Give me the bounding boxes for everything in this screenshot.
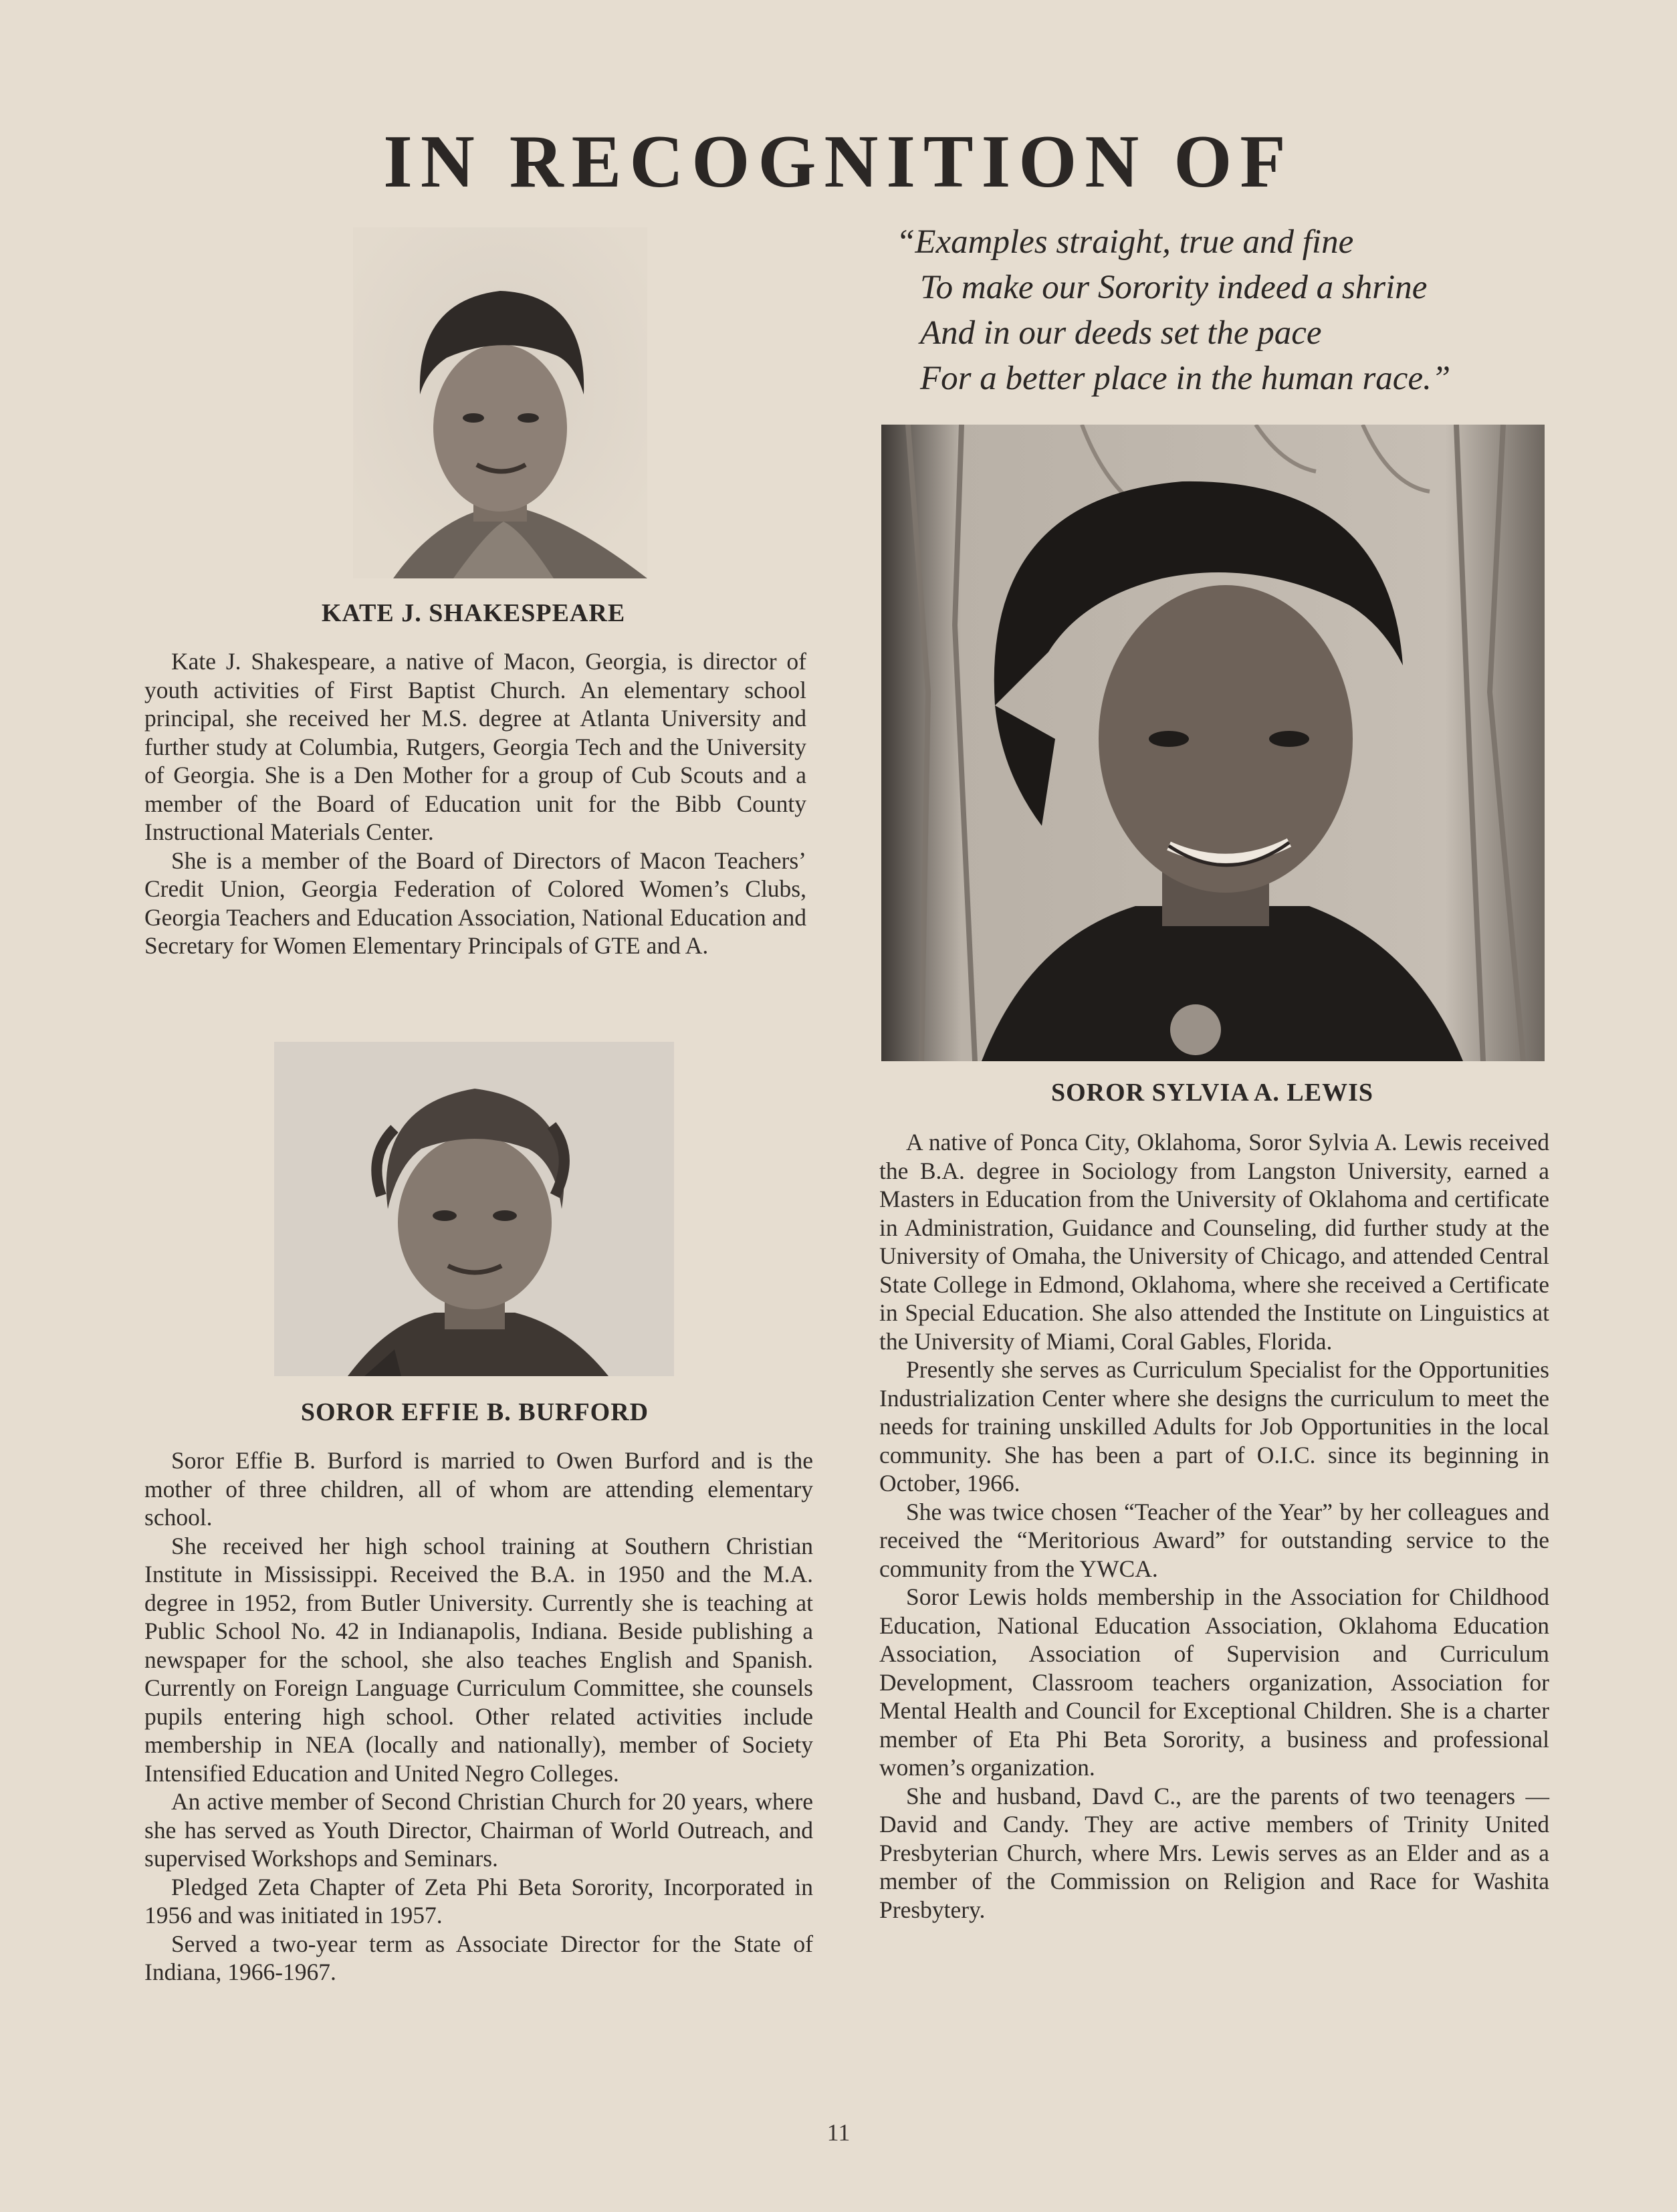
bio-paragraph: Presently she serves as Curriculum Specialist for the Opportunities Industrialization Center where she designs the curriculum to meet the needs for training unskilled Adults for Job Opportunities in the local community. She has been a part of O.I.C. since its beginning in October, 1966. xyxy=(879,1356,1549,1497)
bio-paragraph: She was twice chosen “Teacher of the Year” by her colleagues and received the “Meritorious Award” for outstanding service to the community from the YWCA. xyxy=(879,1498,1549,1582)
bio-paragraph: She is a member of the Board of Directors of Macon Teachers’ Credit Union, Georgia Federation of Colored Women’s Clubs, Georgia Teachers and Education Association, National Education and Secretary for Women Elementary Principals of GTE and A. xyxy=(144,847,806,959)
poem xyxy=(896,219,1565,401)
bio-paragraph: An active member of Second Christian Church for 20 years, where she has served as Youth Director, Chairman of World Outreach, and supervised Workshops and Seminars. xyxy=(144,1788,813,1872)
bio-paragraph: A native of Ponca City, Oklahoma, Soror Sylvia A. Lewis received the B.A. degree in Sociology from Langston University, earned a Masters in Education from the University of Oklahoma and certificate in Administration, Guidance and Counseling, did further study at the University of Omaha, the University of Chicago, and attended Central State College in Edmond, Oklahoma, where she received a Certificate in Special Education. She also attended the Institute on Linguistics at the University of Miami, Coral Gables, Florida. xyxy=(879,1129,1549,1355)
poem-line: For a better place in the human race.” xyxy=(920,360,1451,397)
poem-line: “Examples straight, true and fine xyxy=(896,223,1354,261)
bio-paragraph: Kate J. Shakespeare, a native of Macon, Georgia, is director of youth activities of First Baptist Church. An elementary school principal, she received her M.S. degree at Atlanta University and further study at Columbia, Rutgers, Georgia Tech and the University of Georgia. She is a Den Mother for a group of Cub Scouts and a member of the Board of Education unit for the Bibb County Instructional Materials Center. xyxy=(144,648,806,845)
page-title: IN RECOGNITION OF xyxy=(383,120,1294,203)
portrait-photo-shakespeare xyxy=(353,227,647,578)
profile-bio-burford xyxy=(144,1446,813,1987)
page-number: 11 xyxy=(826,2119,851,2146)
profile-name-shakespeare: KATE J. SHAKESPEARE xyxy=(321,599,626,627)
bio-paragraph: Soror Effie B. Burford is married to Owen Burford and is the mother of three children, all of whom are attending elementary school. xyxy=(144,1447,813,1531)
bio-paragraph: Soror Lewis holds membership in the Association for Childhood Education, National Education Association, Oklahoma Education Association, Association of Supervision and Curriculum Development, Classroom teachers organization, Association for Mental Health and Council for Exceptional Children. She is a charter member of Eta Phi Beta Sorority, a business and professional women’s organization. xyxy=(879,1583,1549,1781)
profile-name-burford: SOROR EFFIE B. BURFORD xyxy=(300,1398,649,1426)
profile-name-lewis: SOROR SYLVIA A. LEWIS xyxy=(1050,1079,1374,1107)
portrait-photo-burford xyxy=(274,1042,674,1376)
bio-paragraph: Pledged Zeta Chapter of Zeta Phi Beta Sorority, Incorporated in 1956 and was initiated in 1957. xyxy=(144,1873,813,1928)
profile-bio-lewis xyxy=(879,1128,1549,1924)
poem-line: And in our deeds set the pace xyxy=(920,314,1322,352)
profile-bio-shakespeare xyxy=(144,647,806,960)
bio-paragraph: Served a two-year term as Associate Director for the State of Indiana, 1966-1967. xyxy=(144,1930,813,1985)
poem-line: To make our Sorority indeed a shrine xyxy=(920,269,1428,306)
bio-paragraph: She received her high school training at Southern Christian Institute in Mississippi. Received the B.A. in 1950 and the M.A. degree in 1952, from Butler University. Currently she is teaching at Public School No. 42 in Indianapolis, Indiana. Beside publishing a newspaper for the school, she also teaches English and Spanish. Currently on Foreign Language Curriculum Committee, she counsels pupils entering high school. Other related activities include membership in NEA (locally and nationally), member of Society Intensified Education and United Negro Colleges. xyxy=(144,1532,813,1787)
portrait-photo-lewis xyxy=(881,425,1545,1061)
bio-paragraph: She and husband, Davd C., are the parents of two teenagers — David and Candy. They are active members of Trinity United Presbyterian Church, where Mrs. Lewis serves as an Elder and as a member of the Commission on Religion and Race for Washita Presbytery. xyxy=(879,1782,1549,1923)
